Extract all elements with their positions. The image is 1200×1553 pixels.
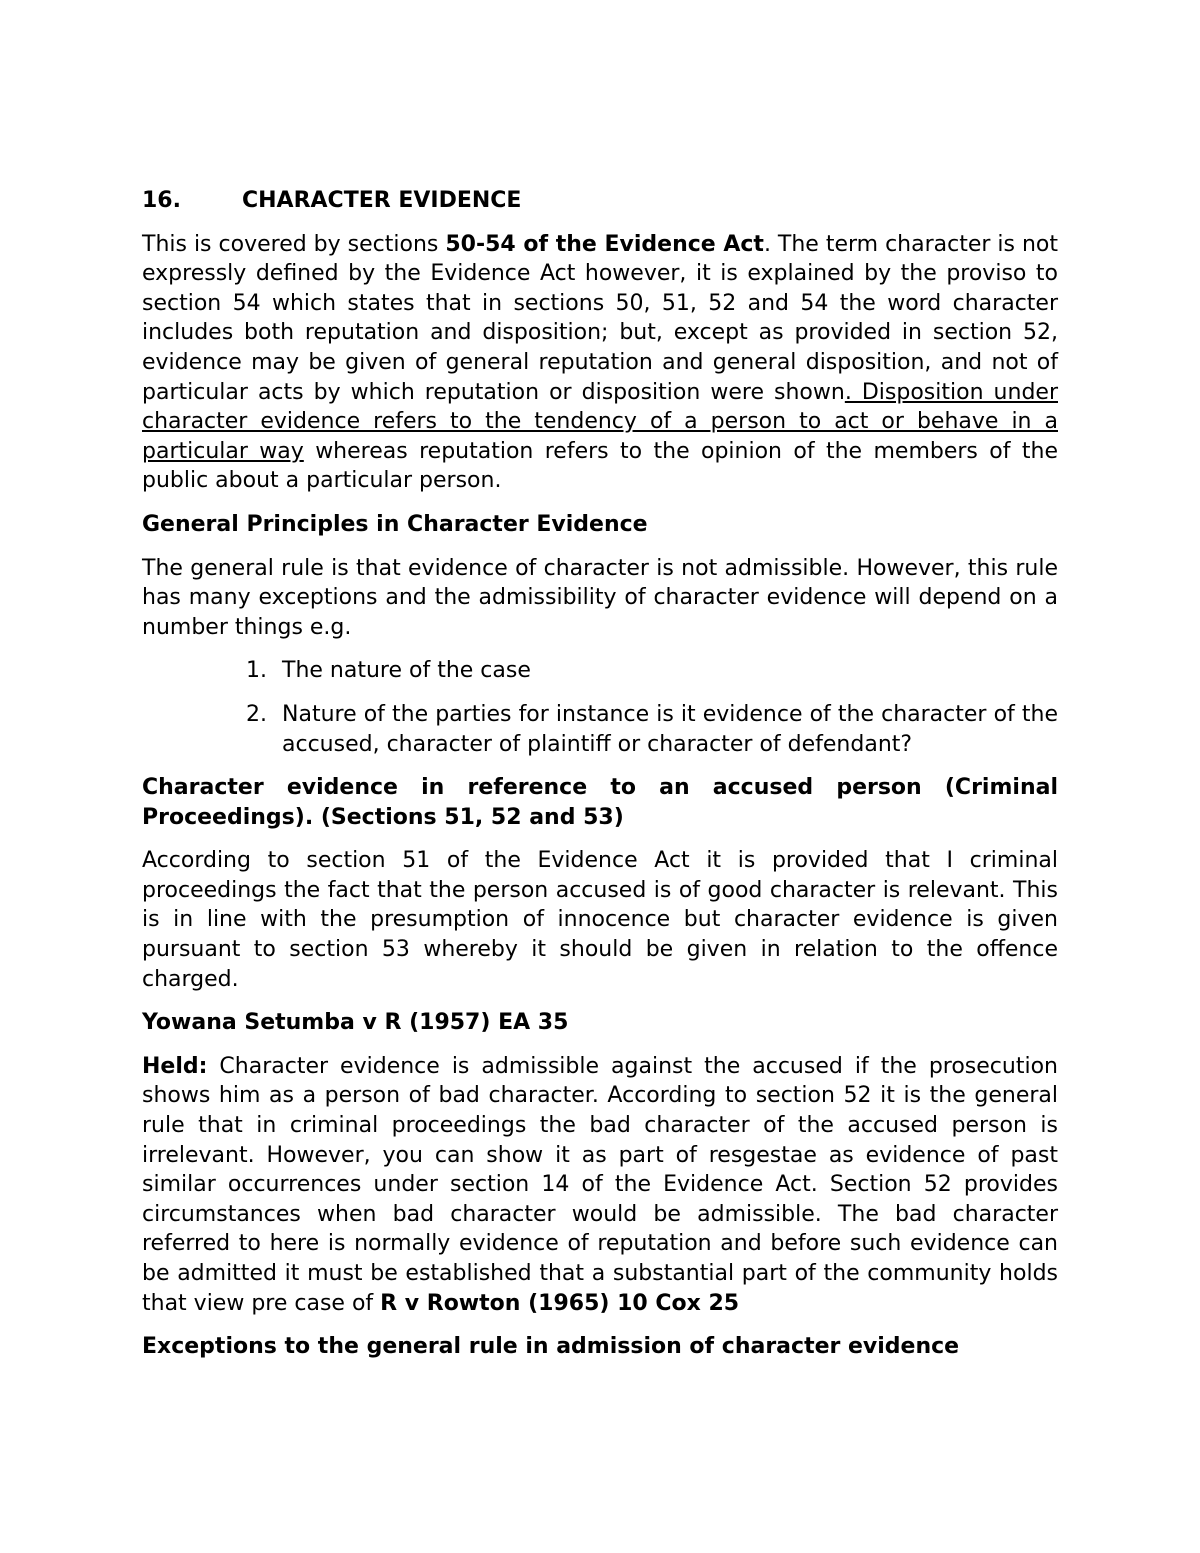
general-principles-heading: General Principles in Character Evidence: [142, 511, 648, 537]
list-number: 2.: [246, 701, 267, 727]
general-principles-paragraph: The general rule is that evidence of character is not admissible. However, this rule has many exceptions and the admissibility of character evidence will depend on a number things e.g.: [142, 555, 1058, 640]
accused-paragraph: According to section 51 of the Evidence Act it is provided that I criminal proceedings the fact that the person accused is of good character is relevant. This is in line with the presumption of innocence but character evidence is given pursuant to section 53 whereby it should be given in relation to the offence charged.: [142, 848, 1058, 992]
intro-underlined-definition: . Disposition under character evidence refers to the tendency of a person to act or behave in a particular way: [142, 379, 1058, 464]
document-page: [142, 186, 1058, 1376]
list-text: Nature of the parties for instance is it evidence of the character of the accused, character of plaintiff or character of defendant?: [282, 701, 1058, 757]
intro-paragraph: [142, 230, 1058, 496]
intro-bold-act: 50-54 of the Evidence Act: [445, 231, 764, 257]
intro-text-2: . The term character is not expressly defined by the Evidence Act however, it is explained by the proviso to section 54 which states that in sections 50, 51, 52 and 54 the word character includes both reputation and disposition; but, except as provided in section 52, evidence may be given of general reputation and general disposition, and not of particular acts by which reputation or disposition were shown: [142, 231, 1059, 405]
accused-heading: Character evidence in reference to an accused person (Criminal Proceedings). (Sections 51, 52 and 53): [142, 775, 1058, 830]
held-paragraph: [142, 1052, 1058, 1318]
intro-text-1: This is covered by sections: [142, 231, 446, 257]
section-title-text: CHARACTER EVIDENCE: [242, 188, 522, 213]
list-text: The nature of the case: [282, 658, 531, 684]
list-number: 1.: [246, 658, 267, 684]
case-heading: Yowana Setumba v R (1957) EA 35: [142, 1010, 569, 1036]
section-title: [142, 186, 1058, 216]
list-item: [142, 656, 1058, 686]
intro-text-3: whereas reputation refers to the opinion of the members of the public about a particular person.: [142, 438, 1058, 494]
held-label: Held:: [142, 1053, 208, 1079]
section-number: 16.: [142, 188, 181, 213]
case-citation: R v Rowton (1965) 10 Cox 25: [380, 1290, 740, 1316]
list-item: [142, 700, 1058, 759]
exceptions-heading: Exceptions to the general rule in admission of character evidence: [142, 1334, 960, 1360]
held-text: Character evidence is admissible against the accused if the prosecution shows him as a person of bad character. According to section 52 it is the general rule that in criminal proceedings the bad character of the accused person is irrelevant. However, you can show it as part of resgestae as evidence of past similar occurrences under section 14 of the Evidence Act. Section 52 provides circumstances when bad character would be admissible. The bad character referred to here is normally evidence of reputation and before such evidence can be admitted it must be established that a substantial part of the community holds that view pre case of: [142, 1053, 1058, 1316]
